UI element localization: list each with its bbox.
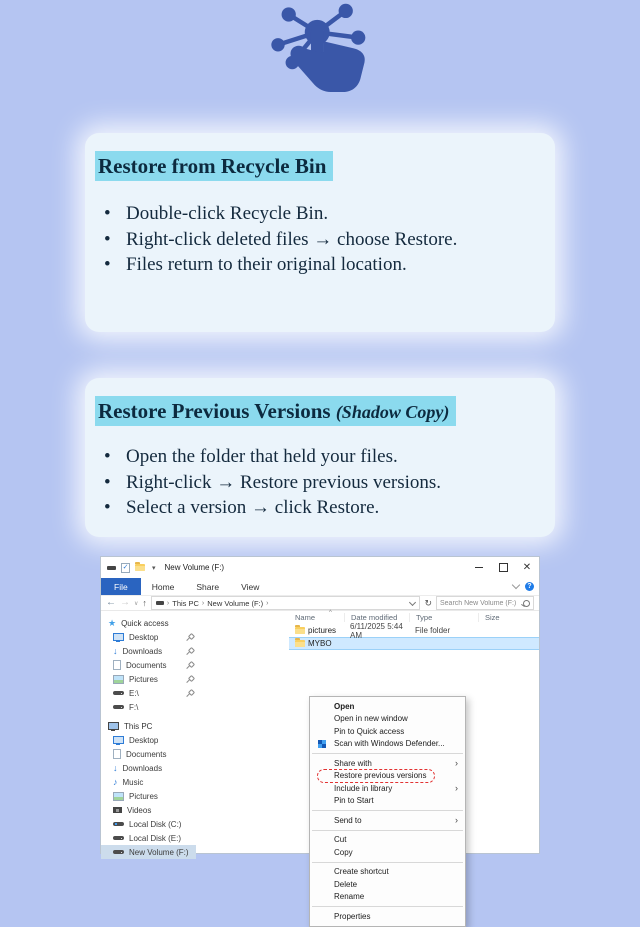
menu-item-open-in-new-window[interactable] bbox=[310, 713, 465, 726]
sidebar-section bbox=[101, 616, 289, 714]
maximize-button[interactable] bbox=[491, 557, 515, 578]
monitor-icon bbox=[113, 633, 124, 641]
ribbon-tabs bbox=[101, 578, 539, 596]
menu-item-label: Open in new window bbox=[334, 714, 408, 724]
up-icon[interactable]: ↑ bbox=[142, 597, 147, 608]
sidebar-item-label: Pictures bbox=[129, 791, 158, 801]
window-controls bbox=[467, 557, 539, 578]
sidebar-item-label: Desktop bbox=[129, 735, 159, 745]
column-headers bbox=[289, 611, 539, 624]
title-bar bbox=[101, 557, 539, 578]
sidebar-item-documents[interactable] bbox=[101, 747, 196, 761]
card-restore-previous-versions bbox=[85, 378, 555, 537]
tab-share[interactable]: Share bbox=[196, 581, 220, 592]
column-header-size[interactable]: Size bbox=[478, 613, 539, 622]
computer-icon bbox=[108, 722, 119, 730]
drive-icon bbox=[113, 836, 124, 840]
pin-icon bbox=[187, 648, 194, 655]
star-icon: ★ bbox=[108, 617, 117, 628]
menu-item-include-in-library[interactable] bbox=[310, 782, 465, 795]
download-icon: ↓ bbox=[113, 645, 118, 656]
menu-item-label: Scan with Windows Defender... bbox=[334, 739, 445, 749]
quick-access-toolbar bbox=[107, 563, 156, 573]
card-title-text: Restore Previous Versions bbox=[98, 399, 331, 423]
menu-item-label: Copy bbox=[334, 847, 353, 857]
music-icon: ♪ bbox=[113, 776, 118, 787]
sidebar-item-downloads[interactable] bbox=[101, 761, 196, 775]
folder-icon bbox=[295, 627, 305, 634]
ribbon-right bbox=[513, 578, 534, 595]
sidebar-item-desktop[interactable] bbox=[101, 630, 196, 644]
tab-view[interactable]: View bbox=[241, 581, 260, 592]
drive-icon bbox=[156, 601, 164, 605]
menu-item-pin-to-quick-access[interactable] bbox=[310, 725, 465, 738]
pin-icon bbox=[187, 634, 194, 641]
bullet-item: • Open the folder that held your files. bbox=[99, 444, 473, 470]
picture-icon bbox=[113, 675, 124, 684]
bullet-item: • Double-click Recycle Bin. bbox=[99, 201, 473, 227]
sidebar-item-label: Local Disk (E:) bbox=[129, 833, 182, 843]
drive-icon bbox=[113, 850, 124, 854]
crumb-separator-icon: › bbox=[201, 599, 205, 607]
chevron-down-icon[interactable]: ▾ bbox=[152, 564, 156, 572]
expand-ribbon-icon[interactable] bbox=[512, 581, 520, 589]
drive-os-icon bbox=[113, 822, 124, 826]
card-restore-recycle-bin bbox=[85, 133, 555, 332]
search-box bbox=[436, 596, 534, 610]
menu-separator bbox=[312, 830, 463, 831]
pin-icon bbox=[187, 676, 194, 683]
tab-file[interactable]: File bbox=[101, 578, 141, 595]
menu-item-label: Restore previous versions bbox=[334, 771, 427, 781]
menu-item-restore-previous-versions[interactable] bbox=[310, 770, 465, 783]
sidebar-item-label: F:\ bbox=[129, 702, 139, 712]
column-header-date-modified[interactable]: Date modified bbox=[344, 613, 409, 622]
sidebar-item-label: This PC bbox=[124, 721, 153, 731]
download-icon: ↓ bbox=[113, 762, 118, 773]
sidebar-item-label: Pictures bbox=[129, 674, 158, 684]
sidebar-item-label: Videos bbox=[127, 805, 152, 815]
sidebar-item-label: Quick access bbox=[121, 618, 169, 628]
sidebar-item-new-volume-f[interactable] bbox=[101, 845, 196, 859]
menu-item-label: Cut bbox=[334, 835, 347, 845]
menu-item-label: Pin to Start bbox=[334, 796, 374, 806]
defender-icon bbox=[318, 740, 326, 748]
sort-ascending-icon: ^ bbox=[329, 610, 332, 616]
refresh-icon[interactable]: ↻ bbox=[424, 597, 432, 608]
card-title-suffix: (Shadow Copy) bbox=[335, 402, 450, 422]
file-name-cell bbox=[289, 639, 344, 648]
menu-separator bbox=[312, 753, 463, 754]
card-title-text: Restore from Recycle Bin bbox=[98, 154, 327, 178]
new-folder-icon[interactable] bbox=[135, 564, 145, 571]
touch-network-icon bbox=[260, 2, 378, 100]
menu-item-label: Pin to Quick access bbox=[334, 726, 405, 736]
forward-icon[interactable]: → bbox=[120, 597, 130, 608]
menu-item-copy[interactable] bbox=[310, 846, 465, 859]
document-icon bbox=[113, 749, 121, 759]
video-icon bbox=[113, 807, 122, 813]
sidebar-item-desktop[interactable] bbox=[101, 733, 196, 747]
file-list-rows bbox=[289, 621, 539, 650]
pin-icon bbox=[187, 690, 194, 697]
bullet-item: • Files return to their original location. bbox=[99, 252, 473, 278]
navigation-pane bbox=[101, 611, 289, 856]
submenu-arrow-icon: › bbox=[455, 782, 458, 793]
sidebar-item-pictures[interactable] bbox=[101, 672, 196, 686]
submenu-arrow-icon: › bbox=[455, 757, 458, 768]
sidebar-item-label: Music bbox=[122, 777, 144, 787]
minimize-button[interactable] bbox=[467, 557, 491, 578]
submenu-arrow-icon: › bbox=[455, 814, 458, 825]
recent-locations-icon[interactable]: ∨ bbox=[134, 600, 139, 607]
sidebar-item-f[interactable] bbox=[101, 700, 196, 714]
menu-item-open[interactable] bbox=[310, 700, 465, 713]
card-title bbox=[95, 154, 555, 178]
pin-icon bbox=[187, 662, 194, 669]
bullet-list bbox=[85, 201, 555, 278]
drive-icon bbox=[113, 705, 124, 709]
file-row-pictures[interactable] bbox=[289, 621, 539, 640]
menu-item-delete[interactable] bbox=[310, 878, 465, 891]
menu-item-label: Share with bbox=[334, 758, 372, 768]
close-button[interactable]: ✕ bbox=[522, 562, 532, 573]
document-icon bbox=[113, 660, 121, 670]
drive-icon bbox=[107, 566, 116, 570]
crumb-new-volume-f[interactable]: New Volume (F:) bbox=[207, 598, 264, 608]
file-name: MYBO bbox=[308, 639, 332, 648]
sidebar-item-music[interactable] bbox=[101, 775, 196, 789]
help-icon[interactable]: ? bbox=[525, 582, 534, 591]
menu-item-label: Create shortcut bbox=[334, 867, 389, 877]
picture-icon bbox=[113, 792, 124, 801]
search-input[interactable] bbox=[440, 600, 523, 607]
sidebar-item-label: Local Disk (C:) bbox=[129, 819, 182, 829]
menu-item-rename[interactable] bbox=[310, 891, 465, 904]
chevron-down-icon[interactable] bbox=[409, 598, 416, 605]
properties-icon[interactable]: ✓ bbox=[122, 563, 129, 571]
menu-item-scan-with-windows-defender[interactable] bbox=[310, 738, 465, 751]
drive-icon bbox=[113, 691, 124, 695]
file-type-cell: File folder bbox=[415, 626, 451, 635]
menu-item-label: Open bbox=[334, 701, 355, 711]
menu-separator bbox=[312, 862, 463, 863]
sidebar-item-label: Documents bbox=[126, 749, 167, 759]
sidebar-item-quick-access[interactable] bbox=[101, 616, 196, 630]
menu-item-cut[interactable] bbox=[310, 834, 465, 847]
column-header-name[interactable]: Name bbox=[295, 613, 316, 622]
file-name: pictures bbox=[308, 626, 337, 635]
sidebar-item-downloads[interactable] bbox=[101, 644, 196, 658]
crumb-this-pc[interactable]: This PC bbox=[172, 598, 199, 608]
card-title bbox=[95, 399, 555, 423]
sidebar-item-e[interactable] bbox=[101, 686, 196, 700]
menu-item-pin-to-start[interactable] bbox=[310, 795, 465, 808]
menu-item-create-shortcut[interactable] bbox=[310, 866, 465, 879]
monitor-icon bbox=[113, 736, 124, 744]
search-icon bbox=[523, 600, 530, 607]
menu-item-label: Delete bbox=[334, 879, 358, 889]
context-menu bbox=[309, 696, 466, 927]
file-row-mybo[interactable] bbox=[289, 637, 539, 650]
explorer-main bbox=[101, 610, 539, 921]
back-icon[interactable]: ← bbox=[106, 597, 116, 608]
bullet-item: • Right-click → Restore previous versions. bbox=[99, 470, 473, 496]
menu-item-send-to[interactable] bbox=[310, 814, 465, 827]
folder-icon bbox=[295, 640, 305, 647]
menu-item-label: Rename bbox=[334, 892, 365, 902]
file-date-cell: 6/11/2025 5:44 AM bbox=[350, 621, 403, 640]
bullet-item: • Select a version → click Restore. bbox=[99, 495, 473, 521]
sidebar-item-label: Downloads bbox=[122, 763, 163, 773]
bullet-list bbox=[85, 444, 555, 521]
sidebar-item-label: New Volume (F:) bbox=[129, 847, 189, 857]
bullet-item: • Right-click deleted files → choose Restore. bbox=[99, 227, 473, 253]
column-header-type[interactable]: Type bbox=[409, 613, 478, 622]
menu-separator bbox=[312, 906, 463, 907]
sidebar-item-pictures[interactable] bbox=[101, 789, 196, 803]
sidebar-item-label: Downloads bbox=[122, 646, 163, 656]
tab-home[interactable]: Home bbox=[151, 581, 175, 592]
sidebar-item-this-pc[interactable] bbox=[101, 719, 196, 733]
sidebar-item-local-disk-c[interactable] bbox=[101, 817, 196, 831]
sidebar-item-videos[interactable] bbox=[101, 803, 196, 817]
crumb-separator-icon: › bbox=[166, 599, 170, 607]
menu-item-share-with[interactable] bbox=[310, 757, 465, 770]
file-name-cell bbox=[289, 626, 344, 635]
menu-item-label: Send to bbox=[334, 815, 362, 825]
menu-item-label: Include in library bbox=[334, 783, 393, 793]
menu-item-properties[interactable] bbox=[310, 910, 465, 923]
sidebar-item-local-disk-e[interactable] bbox=[101, 831, 196, 845]
sidebar-item-label: E:\ bbox=[129, 688, 139, 698]
address-bar bbox=[101, 596, 539, 611]
menu-separator bbox=[312, 810, 463, 811]
crumb-separator-icon: › bbox=[266, 599, 269, 607]
sidebar-item-label: Documents bbox=[126, 660, 167, 670]
breadcrumb[interactable] bbox=[151, 596, 421, 610]
sidebar-item-documents[interactable] bbox=[101, 658, 196, 672]
sidebar-item-label: Desktop bbox=[129, 632, 159, 642]
sidebar-section bbox=[101, 719, 289, 859]
file-explorer-window bbox=[100, 556, 540, 921]
window-title: New Volume (F:) bbox=[164, 563, 225, 572]
menu-item-label: Properties bbox=[334, 911, 371, 921]
